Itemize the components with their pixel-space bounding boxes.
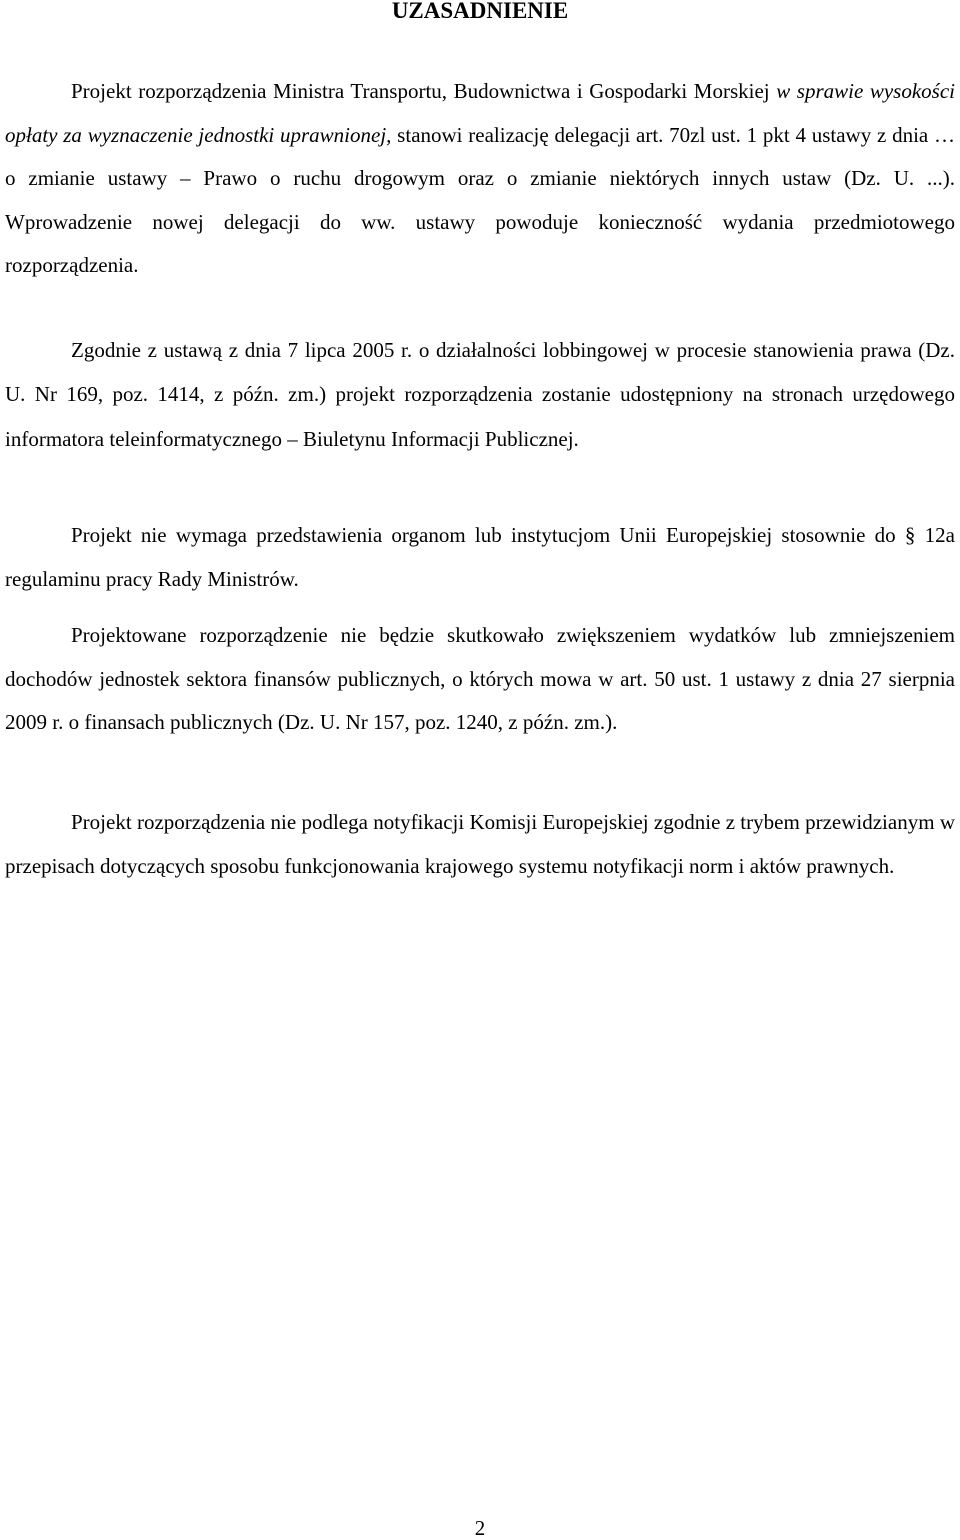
paragraph-lobbying (5, 328, 955, 461)
paragraph-lead-text: Projekt rozporządzenia Ministra Transportu, Budownictwa i Gospodarki Morskiej (71, 79, 777, 103)
paragraph-text: Projekt rozporządzenia nie podlega notyfikacji Komisji Europejskiej zgodnie z trybem przewidzianym w przepisach dotyczących sposobu funkcjonowania krajowego systemu notyfikacji norm i aktów prawnych. (5, 810, 955, 879)
paragraph-text: Projektowane rozporządzenie nie będzie skutkowało zwiększeniem wydatków lub zmniejszeniem dochodów jednostek sektora finansów publicznych, o których mowa w art. 50 ust. 1 ustawy z dnia 27 sierpnia 2009 r. o finansach publicznych (Dz. U. Nr 157, poz. 1240, z późn. zm.). (5, 623, 955, 734)
page-number: 2 (474, 1516, 486, 1540)
paragraph-rest-text: stanowi realizację delegacji art. 70zl ust. 1 pkt 4 ustawy z dnia … o zmianie ustawy – Prawo o ruchu drogowym oraz o zmianie niektórych innych ustaw (Dz. U. ...). Wprowadzenie nowej delegacji do ww. ustawy powoduje konieczność wydania przedmiotowego rozporządzenia. (5, 122, 955, 278)
paragraph-text: Projekt nie wymaga przedstawienia organom lub instytucjom Unii Europejskiej stosownie do § 12a regulaminu pracy Rady Ministrów. (5, 523, 955, 591)
regulation-title-italic: w sprawie wysokości opłaty za wyznaczenie jednostki uprawnionej, (5, 79, 956, 147)
paragraph-eu-institutions (5, 513, 955, 601)
paragraph-notification (5, 800, 955, 889)
paragraph-text: Zgodnie z ustawą z dnia 7 lipca 2005 r. o działalności lobbingowej w procesie stanowienia prawa (Dz. U. Nr 169, poz. 1414, z późn. zm.) projekt rozporządzenia zostanie udostępniony na stronach urzędowego informatora teleinformatycznego – Biuletynu Informacji Publicznej. (5, 338, 955, 451)
document-title: UZASADNIENIE (391, 0, 569, 23)
paragraph-legal-basis (5, 70, 955, 288)
paragraph-public-finance (5, 614, 955, 745)
